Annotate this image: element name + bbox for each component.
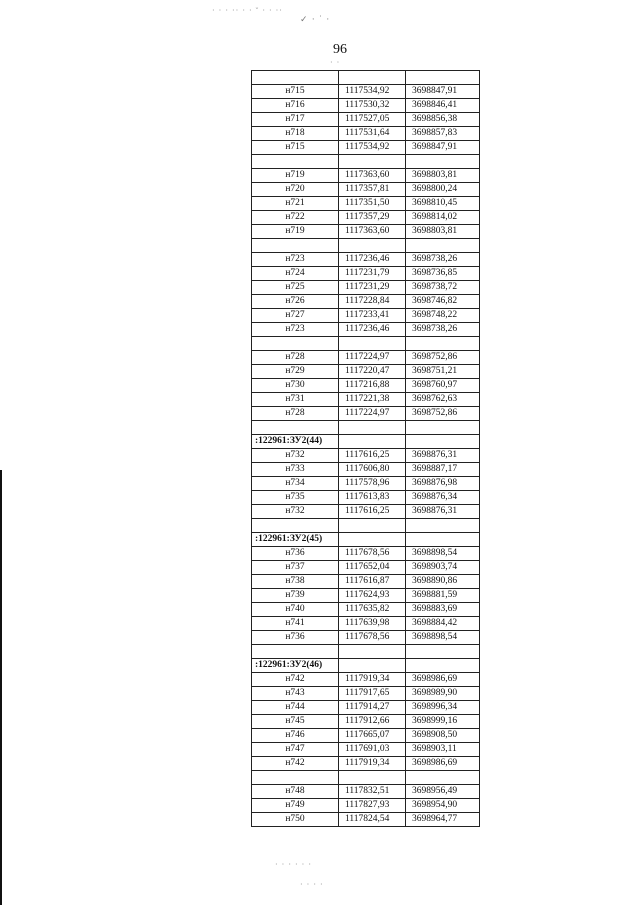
x-coordinate-cell: 1117534,92 bbox=[339, 85, 406, 99]
y-coordinate-cell: 3698810,45 bbox=[406, 197, 480, 211]
table-row bbox=[252, 71, 480, 85]
y-coordinate-cell: 3698964,77 bbox=[406, 813, 480, 827]
table-row bbox=[252, 337, 480, 351]
table-row bbox=[252, 379, 480, 393]
point-cell: н732 bbox=[252, 505, 339, 519]
table-row bbox=[252, 463, 480, 477]
table-row bbox=[252, 477, 480, 491]
parcel-header-cell: :122961:ЗУ2(46) bbox=[252, 659, 339, 673]
x-coordinate-cell: 1117824,54 bbox=[339, 813, 406, 827]
point-cell: н732 bbox=[252, 449, 339, 463]
point-cell bbox=[252, 645, 339, 659]
table-row bbox=[252, 631, 480, 645]
table-row bbox=[252, 169, 480, 183]
point-cell bbox=[252, 421, 339, 435]
point-cell: н736 bbox=[252, 631, 339, 645]
point-cell: н722 bbox=[252, 211, 339, 225]
page-number: 96 bbox=[333, 42, 347, 57]
table-row bbox=[252, 687, 480, 701]
x-coordinate-cell: 1117616,87 bbox=[339, 575, 406, 589]
x-coordinate-cell: 1117530,32 bbox=[339, 99, 406, 113]
y-coordinate-cell: 3698908,50 bbox=[406, 729, 480, 743]
point-cell bbox=[252, 519, 339, 533]
y-coordinate-cell bbox=[406, 645, 480, 659]
point-cell: н728 bbox=[252, 407, 339, 421]
point-cell: н742 bbox=[252, 673, 339, 687]
scan-noise-bottom: · · · · · · bbox=[275, 860, 312, 869]
x-coordinate-cell: 1117534,92 bbox=[339, 141, 406, 155]
x-coordinate-cell: 1117236,46 bbox=[339, 253, 406, 267]
x-coordinate-cell: 1117363,60 bbox=[339, 225, 406, 239]
y-coordinate-cell: 3698814,02 bbox=[406, 211, 480, 225]
table-row bbox=[252, 491, 480, 505]
y-coordinate-cell: 3698887,17 bbox=[406, 463, 480, 477]
table-row bbox=[252, 701, 480, 715]
y-coordinate-cell bbox=[406, 659, 480, 673]
x-coordinate-cell bbox=[339, 771, 406, 785]
table-row bbox=[252, 295, 480, 309]
x-coordinate-cell: 1117216,88 bbox=[339, 379, 406, 393]
table-row bbox=[252, 197, 480, 211]
x-coordinate-cell bbox=[339, 337, 406, 351]
point-cell: н750 bbox=[252, 813, 339, 827]
table-row bbox=[252, 85, 480, 99]
parcel-header-cell: :122961:ЗУ2(45) bbox=[252, 533, 339, 547]
x-coordinate-cell bbox=[339, 519, 406, 533]
x-coordinate-cell: 1117613,83 bbox=[339, 491, 406, 505]
table-row bbox=[252, 617, 480, 631]
y-coordinate-cell: 3698857,83 bbox=[406, 127, 480, 141]
x-coordinate-cell: 1117914,27 bbox=[339, 701, 406, 715]
point-cell: н748 bbox=[252, 785, 339, 799]
table-row bbox=[252, 589, 480, 603]
y-coordinate-cell: 3698752,86 bbox=[406, 351, 480, 365]
y-coordinate-cell: 3698736,85 bbox=[406, 267, 480, 281]
point-cell: н729 bbox=[252, 365, 339, 379]
point-cell: н736 bbox=[252, 547, 339, 561]
x-coordinate-cell: 1117832,51 bbox=[339, 785, 406, 799]
point-cell: н720 bbox=[252, 183, 339, 197]
table-row bbox=[252, 729, 480, 743]
scan-noise-dots: · · bbox=[330, 58, 341, 67]
y-coordinate-cell bbox=[406, 771, 480, 785]
x-coordinate-cell: 1117233,41 bbox=[339, 309, 406, 323]
y-coordinate-cell: 3698800,24 bbox=[406, 183, 480, 197]
y-coordinate-cell: 3698856,38 bbox=[406, 113, 480, 127]
x-coordinate-cell: 1117917,65 bbox=[339, 687, 406, 701]
y-coordinate-cell: 3698751,21 bbox=[406, 365, 480, 379]
table-row bbox=[252, 309, 480, 323]
x-coordinate-cell bbox=[339, 239, 406, 253]
y-coordinate-cell: 3698762,63 bbox=[406, 393, 480, 407]
point-cell: н724 bbox=[252, 267, 339, 281]
point-cell: н744 bbox=[252, 701, 339, 715]
x-coordinate-cell: 1117678,56 bbox=[339, 631, 406, 645]
point-cell: н735 bbox=[252, 491, 339, 505]
point-cell: н727 bbox=[252, 309, 339, 323]
y-coordinate-cell: 3698884,42 bbox=[406, 617, 480, 631]
y-coordinate-cell: 3698883,69 bbox=[406, 603, 480, 617]
y-coordinate-cell bbox=[406, 155, 480, 169]
point-cell: н725 bbox=[252, 281, 339, 295]
x-coordinate-cell: 1117363,60 bbox=[339, 169, 406, 183]
table-row bbox=[252, 575, 480, 589]
x-coordinate-cell: 1117639,98 bbox=[339, 617, 406, 631]
x-coordinate-cell: 1117616,25 bbox=[339, 449, 406, 463]
x-coordinate-cell: 1117351,50 bbox=[339, 197, 406, 211]
coordinates-table-container bbox=[251, 70, 480, 827]
table-row bbox=[252, 407, 480, 421]
table-row bbox=[252, 127, 480, 141]
y-coordinate-cell bbox=[406, 519, 480, 533]
table-row bbox=[252, 365, 480, 379]
x-coordinate-cell: 1117635,82 bbox=[339, 603, 406, 617]
table-row bbox=[252, 505, 480, 519]
table-row bbox=[252, 253, 480, 267]
x-coordinate-cell bbox=[339, 533, 406, 547]
table-row bbox=[252, 113, 480, 127]
point-cell: н723 bbox=[252, 253, 339, 267]
y-coordinate-cell: 3698748,22 bbox=[406, 309, 480, 323]
point-cell: н737 bbox=[252, 561, 339, 575]
point-cell: н721 bbox=[252, 197, 339, 211]
y-coordinate-cell: 3698760,97 bbox=[406, 379, 480, 393]
y-coordinate-cell: 3698956,49 bbox=[406, 785, 480, 799]
table-row bbox=[252, 183, 480, 197]
point-cell: н718 bbox=[252, 127, 339, 141]
y-coordinate-cell: 3698876,31 bbox=[406, 449, 480, 463]
y-coordinate-cell bbox=[406, 533, 480, 547]
table-row bbox=[252, 393, 480, 407]
y-coordinate-cell: 3698999,16 bbox=[406, 715, 480, 729]
point-cell: н728 bbox=[252, 351, 339, 365]
margin-line bbox=[0, 470, 2, 905]
y-coordinate-cell: 3698986,69 bbox=[406, 673, 480, 687]
point-cell bbox=[252, 239, 339, 253]
table-row bbox=[252, 155, 480, 169]
table-row bbox=[252, 799, 480, 813]
coordinates-table bbox=[251, 70, 480, 827]
point-cell bbox=[252, 771, 339, 785]
y-coordinate-cell: 3698803,81 bbox=[406, 169, 480, 183]
x-coordinate-cell: 1117665,07 bbox=[339, 729, 406, 743]
table-row bbox=[252, 561, 480, 575]
x-coordinate-cell: 1117357,29 bbox=[339, 211, 406, 225]
point-cell: н717 bbox=[252, 113, 339, 127]
y-coordinate-cell: 3698752,86 bbox=[406, 407, 480, 421]
x-coordinate-cell: 1117236,46 bbox=[339, 323, 406, 337]
table-row bbox=[252, 785, 480, 799]
x-coordinate-cell bbox=[339, 421, 406, 435]
y-coordinate-cell: 3698898,54 bbox=[406, 547, 480, 561]
point-cell bbox=[252, 337, 339, 351]
x-coordinate-cell bbox=[339, 435, 406, 449]
point-cell: н716 bbox=[252, 99, 339, 113]
table-row bbox=[252, 239, 480, 253]
y-coordinate-cell: 3698989,90 bbox=[406, 687, 480, 701]
point-cell: н719 bbox=[252, 169, 339, 183]
table-row bbox=[252, 673, 480, 687]
table-row bbox=[252, 351, 480, 365]
y-coordinate-cell: 3698986,69 bbox=[406, 757, 480, 771]
point-cell: н719 bbox=[252, 225, 339, 239]
table-row bbox=[252, 99, 480, 113]
x-coordinate-cell: 1117578,96 bbox=[339, 477, 406, 491]
parcel-header-cell: :122961:ЗУ2(44) bbox=[252, 435, 339, 449]
y-coordinate-cell: 3698954,90 bbox=[406, 799, 480, 813]
y-coordinate-cell: 3698876,34 bbox=[406, 491, 480, 505]
table-row bbox=[252, 547, 480, 561]
point-cell: н723 bbox=[252, 323, 339, 337]
point-cell: н726 bbox=[252, 295, 339, 309]
x-coordinate-cell: 1117220,47 bbox=[339, 365, 406, 379]
x-coordinate-cell: 1117624,93 bbox=[339, 589, 406, 603]
point-cell: н747 bbox=[252, 743, 339, 757]
table-row bbox=[252, 449, 480, 463]
table-row bbox=[252, 323, 480, 337]
y-coordinate-cell bbox=[406, 421, 480, 435]
table-row bbox=[252, 743, 480, 757]
table-row bbox=[252, 211, 480, 225]
point-cell: н749 bbox=[252, 799, 339, 813]
point-cell: н731 bbox=[252, 393, 339, 407]
y-coordinate-cell: 3698881,59 bbox=[406, 589, 480, 603]
x-coordinate-cell: 1117691,03 bbox=[339, 743, 406, 757]
x-coordinate-cell bbox=[339, 645, 406, 659]
y-coordinate-cell: 3698847,91 bbox=[406, 141, 480, 155]
y-coordinate-cell: 3698898,54 bbox=[406, 631, 480, 645]
y-coordinate-cell: 3698876,31 bbox=[406, 505, 480, 519]
point-cell bbox=[252, 155, 339, 169]
point-cell: н746 bbox=[252, 729, 339, 743]
point-cell: н715 bbox=[252, 141, 339, 155]
x-coordinate-cell: 1117912,66 bbox=[339, 715, 406, 729]
y-coordinate-cell: 3698903,74 bbox=[406, 561, 480, 575]
point-cell: н741 bbox=[252, 617, 339, 631]
x-coordinate-cell: 1117827,93 bbox=[339, 799, 406, 813]
y-coordinate-cell: 3698803,81 bbox=[406, 225, 480, 239]
point-cell: н743 bbox=[252, 687, 339, 701]
y-coordinate-cell: 3698738,26 bbox=[406, 253, 480, 267]
point-cell: н745 bbox=[252, 715, 339, 729]
table-row bbox=[252, 533, 480, 547]
y-coordinate-cell: 3698876,98 bbox=[406, 477, 480, 491]
y-coordinate-cell: 3698738,26 bbox=[406, 323, 480, 337]
scan-noise-bottom-2: · · · · bbox=[300, 880, 324, 889]
table-row bbox=[252, 813, 480, 827]
x-coordinate-cell: 1117531,64 bbox=[339, 127, 406, 141]
table-row bbox=[252, 715, 480, 729]
x-coordinate-cell: 1117224,97 bbox=[339, 407, 406, 421]
x-coordinate-cell: 1117231,29 bbox=[339, 281, 406, 295]
y-coordinate-cell bbox=[406, 337, 480, 351]
point-cell: н733 bbox=[252, 463, 339, 477]
y-coordinate-cell: 3698890,86 bbox=[406, 575, 480, 589]
table-row bbox=[252, 435, 480, 449]
x-coordinate-cell: 1117527,05 bbox=[339, 113, 406, 127]
point-cell: н738 bbox=[252, 575, 339, 589]
scan-noise-mark: ✓ · ˙ · bbox=[300, 14, 331, 24]
table-row bbox=[252, 141, 480, 155]
x-coordinate-cell: 1117228,84 bbox=[339, 295, 406, 309]
x-coordinate-cell: 1117616,25 bbox=[339, 505, 406, 519]
point-cell: н740 bbox=[252, 603, 339, 617]
scan-noise-top: · · · ·· · · ˘ · · ·· bbox=[212, 6, 283, 15]
x-coordinate-cell: 1117606,80 bbox=[339, 463, 406, 477]
x-coordinate-cell: 1117231,79 bbox=[339, 267, 406, 281]
y-coordinate-cell bbox=[406, 435, 480, 449]
table-row bbox=[252, 421, 480, 435]
x-coordinate-cell bbox=[339, 659, 406, 673]
y-coordinate-cell: 3698903,11 bbox=[406, 743, 480, 757]
point-cell: н730 bbox=[252, 379, 339, 393]
x-coordinate-cell bbox=[339, 155, 406, 169]
point-cell: н739 bbox=[252, 589, 339, 603]
table-row bbox=[252, 659, 480, 673]
y-coordinate-cell bbox=[406, 71, 480, 85]
table-row bbox=[252, 771, 480, 785]
table-row bbox=[252, 603, 480, 617]
x-coordinate-cell: 1117652,04 bbox=[339, 561, 406, 575]
y-coordinate-cell: 3698746,82 bbox=[406, 295, 480, 309]
x-coordinate-cell: 1117919,34 bbox=[339, 757, 406, 771]
y-coordinate-cell bbox=[406, 239, 480, 253]
y-coordinate-cell: 3698847,91 bbox=[406, 85, 480, 99]
y-coordinate-cell: 3698738,72 bbox=[406, 281, 480, 295]
x-coordinate-cell: 1117678,56 bbox=[339, 547, 406, 561]
x-coordinate-cell: 1117357,81 bbox=[339, 183, 406, 197]
point-cell: н715 bbox=[252, 85, 339, 99]
y-coordinate-cell: 3698846,41 bbox=[406, 99, 480, 113]
table-row bbox=[252, 225, 480, 239]
table-row bbox=[252, 267, 480, 281]
y-coordinate-cell: 3698996,34 bbox=[406, 701, 480, 715]
x-coordinate-cell: 1117221,38 bbox=[339, 393, 406, 407]
x-coordinate-cell: 1117224,97 bbox=[339, 351, 406, 365]
x-coordinate-cell bbox=[339, 71, 406, 85]
x-coordinate-cell: 1117919,34 bbox=[339, 673, 406, 687]
point-cell bbox=[252, 71, 339, 85]
table-row bbox=[252, 757, 480, 771]
point-cell: н734 bbox=[252, 477, 339, 491]
point-cell: н742 bbox=[252, 757, 339, 771]
table-row bbox=[252, 281, 480, 295]
table-row bbox=[252, 519, 480, 533]
table-row bbox=[252, 645, 480, 659]
